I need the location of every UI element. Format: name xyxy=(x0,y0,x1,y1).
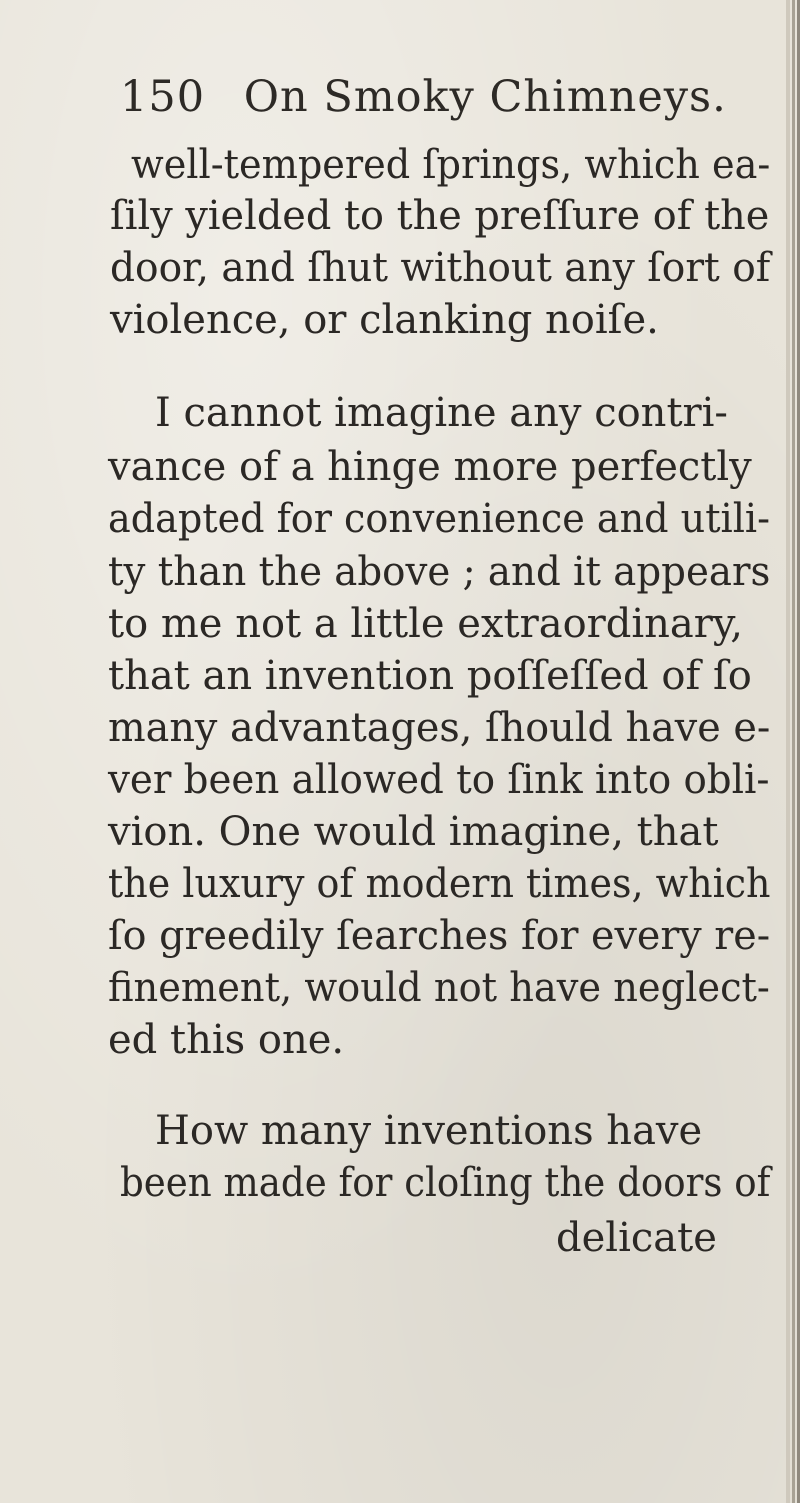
text-line: ſo greedily ſearches for every re- xyxy=(108,913,771,959)
text-line: adapted for convenience and utili- xyxy=(108,496,771,542)
text-line: vion. One would imagine, that xyxy=(108,809,719,855)
text-line: well-tempered ſprings, which ea- xyxy=(131,142,771,188)
text-line: I cannot imagine any contri- xyxy=(155,390,728,436)
running-title: On Smoky Chimneys. xyxy=(243,72,727,122)
text-line: How many inventions have xyxy=(155,1108,703,1154)
text-line: ty than the above ; and it appears xyxy=(108,549,771,595)
text-line: been made for cloſing the doors of xyxy=(120,1160,771,1206)
page-edge xyxy=(786,0,790,1503)
text-line: ver been allowed to ſink into obli- xyxy=(108,757,770,803)
text-line: that an invention poſſeſſed of ſo xyxy=(108,653,752,699)
page-number: 150 xyxy=(120,72,206,122)
text-line: finement, would not have neglect- xyxy=(108,965,770,1011)
text-line: violence, or clanking noiſe. xyxy=(110,297,659,343)
text-line: to me not a little extraordinary, xyxy=(108,601,743,647)
text-line: the luxury of modern times, which xyxy=(108,861,771,907)
text-line: many advantages, ſhould have e- xyxy=(108,705,771,751)
text-line: ſily yielded to the preſſure of the xyxy=(110,193,770,239)
page-edge xyxy=(792,0,795,1503)
catchword: delicate xyxy=(556,1215,717,1261)
running-header xyxy=(120,72,727,122)
text-line: ed this one. xyxy=(108,1017,345,1063)
text-line: door, and ſhut without any ſort of xyxy=(110,245,771,291)
text-line: vance of a hinge more perfectly xyxy=(108,444,752,490)
